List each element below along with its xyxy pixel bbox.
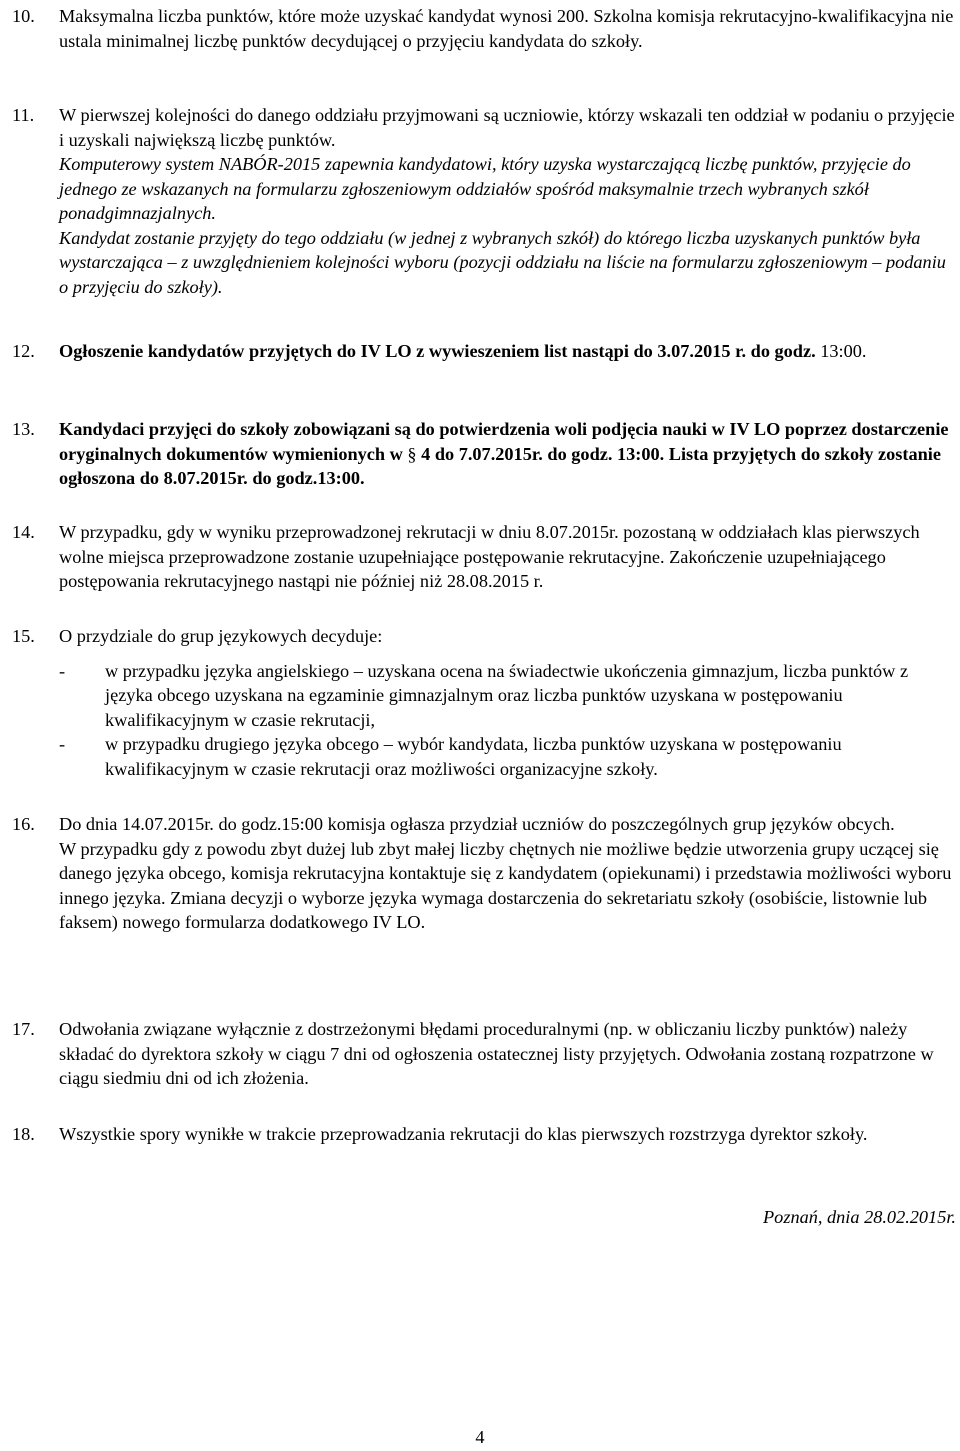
- item-text: Do dnia 14.07.2015r. do godz.15:00 komisja ogłasza przydział uczniów do poszczególnych grup języków obcych.: [59, 814, 895, 834]
- item-17: [12, 1017, 956, 1091]
- item-number: 11.: [12, 105, 35, 125]
- item-11: [12, 103, 956, 299]
- item-text: W przypadku, gdy w wyniku przeprowadzonej rekrutacji w dniu 8.07.2015r. pozostaną w oddziałach klas pierwszych wolne miejsca przeprowadzone zostanie uzupełniające postępowanie rekrutacyjne. Zakończenie uzupełniającego postępowania rekrutacyjnego nastąpi nie później niż 28.08.2015 r.: [59, 522, 920, 591]
- bullet-text: w przypadku drugiego języka obcego – wybór kandydata, liczba punktów uzyskana w postępowaniu kwalifikacyjnym w czasie rekrutacji oraz możliwości organizacyjne szkoły.: [105, 734, 842, 779]
- item-12: [12, 339, 956, 364]
- normal-text: 13:00.: [815, 341, 867, 361]
- item-text: Wszystkie spory wynikłe w trakcie przeprowadzania rekrutacji do klas pierwszych rozstrzyga dyrektor szkoły.: [59, 1124, 868, 1144]
- item-text: Odwołania związane wyłącznie z dostrzeżonymi błędami proceduralnymi (np. w obliczaniu liczby punktów) należy składać do dyrektora szkoły w ciągu 7 dni od ogłoszenia ostatecznej listy przyjętych. Odwołania zostaną rozpatrzone w ciągu siedmiu dni od ich złożenia.: [59, 1019, 934, 1088]
- item-15: [12, 624, 956, 781]
- item-number: 17.: [12, 1019, 35, 1039]
- bullet-item: [59, 659, 956, 733]
- item-text: [59, 339, 956, 364]
- item-text: W przypadku gdy z powodu zbyt dużej lub zbyt małej liczby chętnych nie możliwe będzie utworzenia grupy uczącej się danego języka obcego, komisja rekrutacyjna kontaktuje się z kandydatem (opiekunami) i przedstawia możliwości wyboru innego języka. Zmiana decyzji o wyborze języka wymaga dostarczenia do sekretariatu szkoły (osobiście, listownie lub faksem) nowego formularza dodatkowego IV LO.: [59, 838, 952, 932]
- bullet-list: [59, 659, 956, 782]
- item-10: [12, 4, 956, 53]
- place-and-date: Poznań, dnia 28.02.2015r.: [763, 1207, 956, 1227]
- item-text: W pierwszej kolejności do danego oddziału przyjmowani są uczniowie, którzy wskazali ten oddział w podaniu o przyjęcie i uzyskali największą liczbę punktów.: [59, 105, 955, 150]
- item-number: 12.: [12, 341, 35, 361]
- bullet-item: [59, 732, 956, 781]
- page-number: 4: [475, 1427, 485, 1447]
- bold-text: 4 do 7.07.2015r. do godz. 13:00. Lista przyjętych do szkoły zostanie ogłoszona do 8.07.2015r. do godz.13:00.: [59, 443, 941, 488]
- item-number: 18.: [12, 1124, 35, 1144]
- item-italic-note: Komputerowy system NABÓR-2015 zapewnia kandydatowi, który uzyska wystarczającą liczbę punktów, przyjęcie do jednego ze wskazanych na formularzu zgłoszeniowym oddziałów spośród maksymalnie trzech wybranych szkół ponadgimnazjalnych.: [59, 154, 911, 223]
- bullet-text: w przypadku języka angielskiego – uzyskana ocena na świadectwie ukończenia gimnazjum, liczba punktów z języka obcego uzyskana na egzaminie gimnazjalnym oraz liczba punktów uzyskana w postępowaniu kwalifikacyjnym w czasie rekrutacji,: [105, 660, 909, 730]
- item-italic-note: Kandydat zostanie przyjęty do tego oddziału (w jednej z wybranych szkół) do którego liczba uzyskanych punktów była wystarczająca – z uwzględnieniem kolejności wyboru (pozycji oddziału na liście na formularzu zgłoszeniowym – podaniu o przyjęciu do szkoły).: [59, 227, 946, 297]
- item-number: 14.: [12, 522, 35, 542]
- item-16: [12, 812, 956, 935]
- section-symbol: §: [407, 443, 417, 464]
- item-number: 10.: [12, 6, 35, 26]
- bold-text: Ogłoszenie kandydatów przyjętych do IV LO z wywieszeniem list nastąpi do 3.07.2015 r. do godz.: [59, 341, 816, 361]
- item-text: O przydziale do grup językowych decyduje:: [59, 626, 383, 646]
- item-14: [12, 520, 956, 594]
- item-text: [59, 417, 956, 491]
- bullet-dash: -: [59, 734, 66, 754]
- bold-text: Kandydaci przyjęci do szkoły zobowiązani są do potwierdzenia woli podjęcia nauki w IV LO poprzez dostarczenie oryginalnych dokumentów wymienionych w: [59, 419, 949, 464]
- item-number: 13.: [12, 419, 35, 439]
- item-18: [12, 1122, 956, 1147]
- item-number: 15.: [12, 626, 35, 646]
- item-number: 16.: [12, 814, 35, 834]
- bullet-dash: -: [59, 660, 66, 681]
- item-text: Maksymalna liczba punktów, które może uzyskać kandydat wynosi 200. Szkolna komisja rekrutacyjno-kwalifikacyjna nie ustala minimalnej liczbę punktów decydującej o przyjęciu kandydata do szkoły.: [59, 6, 954, 51]
- item-13: [12, 417, 956, 491]
